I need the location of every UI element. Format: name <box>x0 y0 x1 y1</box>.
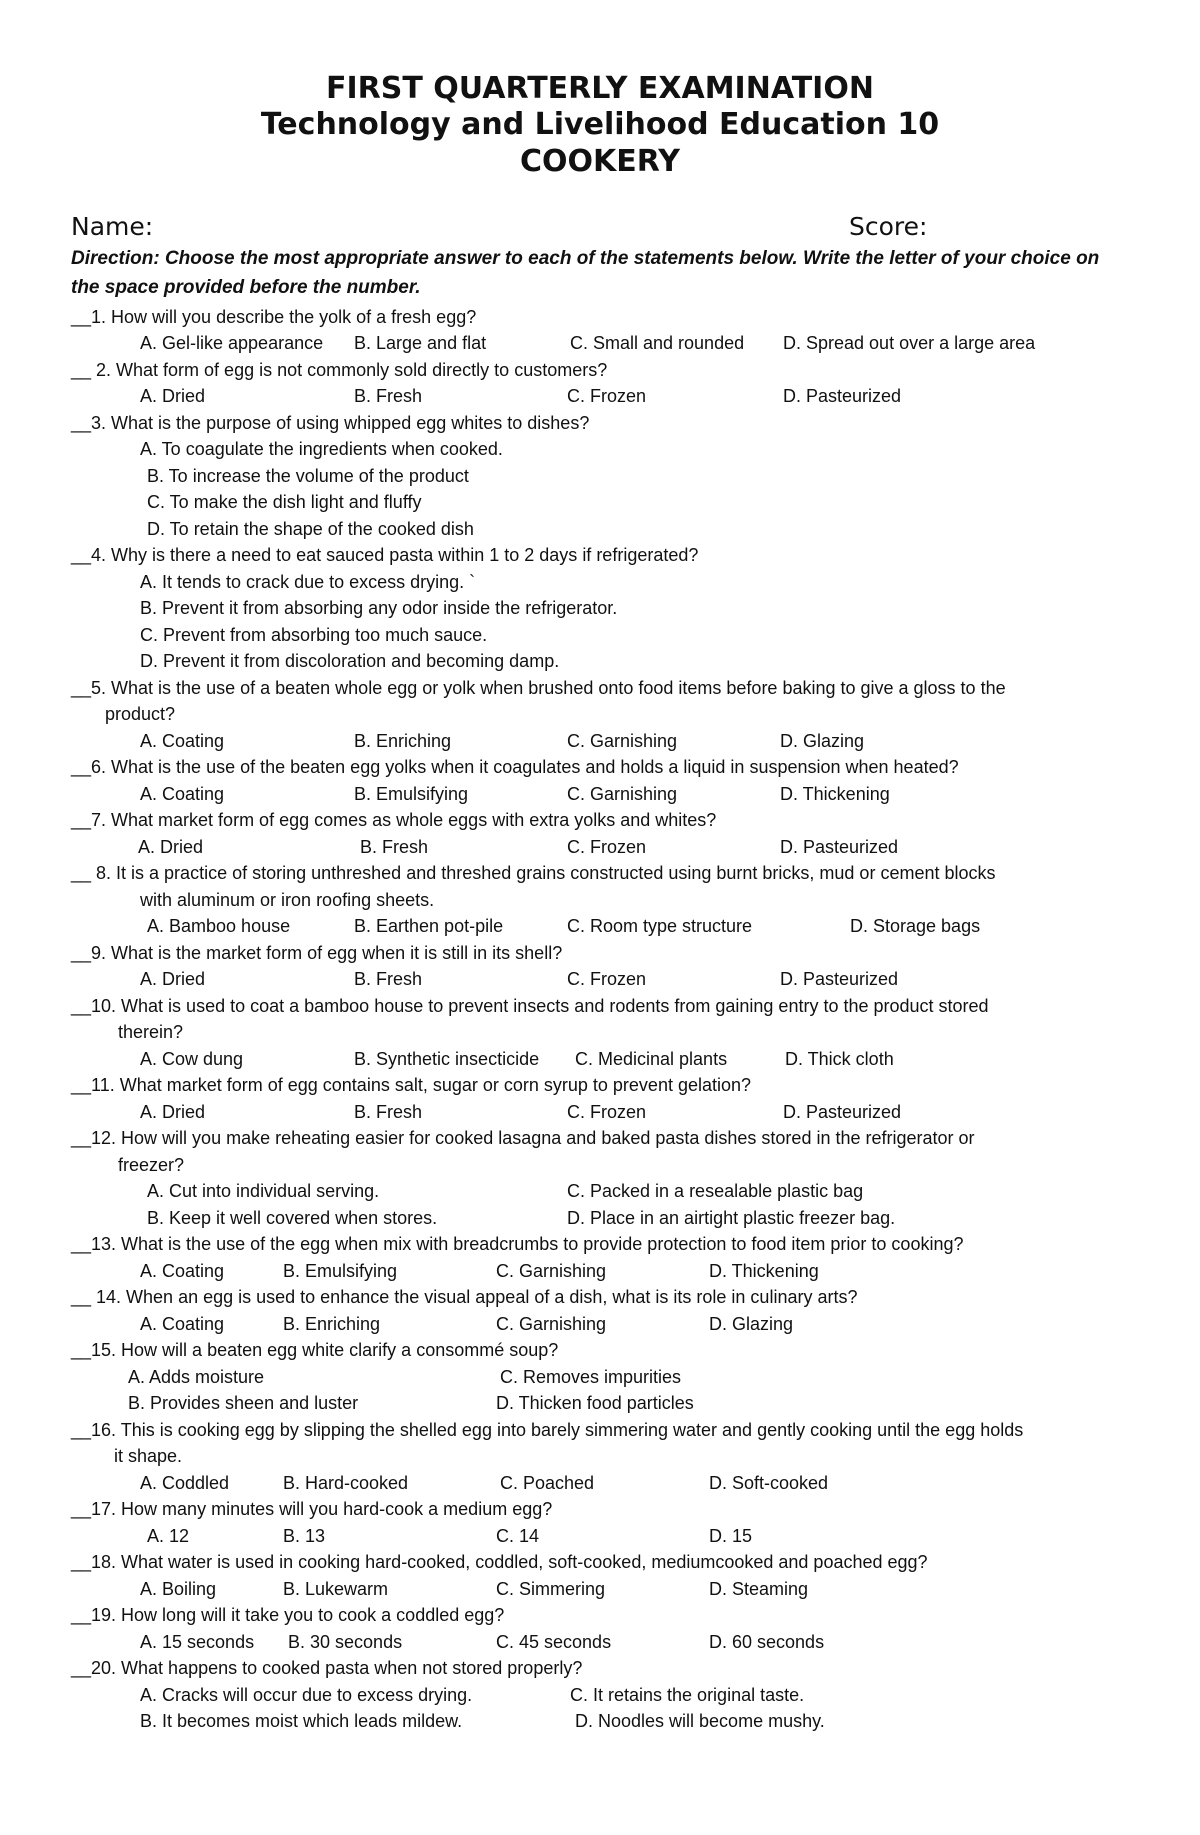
question-12-cont: freezer? <box>118 1155 185 1175</box>
choice-3c: C. To make the dish light and fluffy <box>147 492 422 512</box>
question-11: __11. What market form of egg contains salt, sugar or corn syrup to prevent gelation? <box>71 1075 752 1095</box>
choice-18a: A. Boiling <box>140 1579 217 1599</box>
choice-12a: A. Cut into individual serving. <box>147 1181 380 1201</box>
choice-19b: B. 30 seconds <box>288 1632 403 1652</box>
question-8: __ 8. It is a practice of storing unthreshed and threshed grains constructed using burnt bricks, mud or cement blocks <box>71 863 996 883</box>
choice-12c: C. Packed in a resealable plastic bag <box>567 1181 864 1201</box>
choice-11b: B. Fresh <box>354 1102 423 1122</box>
choice-17d: D. 15 <box>709 1526 753 1546</box>
choice-19a: A. 15 seconds <box>140 1632 255 1652</box>
choice-2b: B. Fresh <box>354 386 423 406</box>
choice-1d: D. Spread out over a large area <box>783 333 1036 353</box>
choice-19d: D. 60 seconds <box>709 1632 825 1652</box>
choice-3a: A. To coagulate the ingredients when cooked. <box>140 439 503 459</box>
choice-1c: C. Small and rounded <box>570 333 745 353</box>
choice-14b: B. Enriching <box>283 1314 381 1334</box>
choice-14c: C. Garnishing <box>496 1314 607 1334</box>
choice-18c: C. Simmering <box>496 1579 606 1599</box>
choice-9d: D. Pasteurized <box>780 969 899 989</box>
choice-7a: A. Dried <box>138 837 204 857</box>
choice-15c: C. Removes impurities <box>500 1367 682 1387</box>
choice-13a: A. Coating <box>140 1261 225 1281</box>
choice-15a: A. Adds moisture <box>128 1367 265 1387</box>
name-label: Name: <box>71 212 154 241</box>
choice-10c: C. Medicinal plants <box>575 1049 728 1069</box>
direction-text: Direction: Choose the most appropriate answer to each of the statements below. Write the letter of your choice on the space provided before the number. <box>71 248 1100 298</box>
exam-title: FIRST QUARTERLY EXAMINATION <box>326 71 874 106</box>
course-title: COOKERY <box>520 144 680 179</box>
choice-2a: A. Dried <box>140 386 206 406</box>
choice-4b: B. Prevent it from absorbing any odor inside the refrigerator. <box>140 598 618 618</box>
choice-16c: C. Poached <box>500 1473 595 1493</box>
choice-1a: A. Gel-like appearance <box>140 333 324 353</box>
question-15: __15. How will a beaten egg white clarify a consommé soup? <box>71 1340 559 1360</box>
choice-16a: A. Coddled <box>140 1473 230 1493</box>
choice-4a: A. It tends to crack due to excess drying. ` <box>140 572 476 592</box>
choice-7c: C. Frozen <box>567 837 647 857</box>
choice-10a: A. Cow dung <box>140 1049 244 1069</box>
choice-15b: B. Provides sheen and luster <box>128 1393 359 1413</box>
choice-4c: C. Prevent from absorbing too much sauce. <box>140 625 488 645</box>
question-12: __12. How will you make reheating easier for cooked lasagna and baked pasta dishes stored in the refrigerator or <box>71 1128 975 1148</box>
choice-8b: B. Earthen pot-pile <box>354 916 504 936</box>
question-3: __3. What is the purpose of using whipped egg whites to dishes? <box>71 413 590 433</box>
question-13: __13. What is the use of the egg when mix with breadcrumbs to provide protection to food item prior to cooking? <box>71 1234 964 1254</box>
choice-12d: D. Place in an airtight plastic freezer bag. <box>567 1208 896 1228</box>
choice-13c: C. Garnishing <box>496 1261 607 1281</box>
choice-3b: B. To increase the volume of the product <box>147 466 469 486</box>
question-10-cont: therein? <box>118 1022 184 1042</box>
choice-9c: C. Frozen <box>567 969 647 989</box>
choice-3d: D. To retain the shape of the cooked dish <box>147 519 474 539</box>
choice-13d: D. Thickening <box>709 1261 819 1281</box>
choice-10d: D. Thick cloth <box>785 1049 894 1069</box>
choice-16d: D. Soft-cooked <box>709 1473 829 1493</box>
question-2: __ 2. What form of egg is not commonly sold directly to customers? <box>71 360 608 380</box>
score-label: Score: <box>849 212 928 241</box>
question-1: __1. How will you describe the yolk of a fresh egg? <box>71 307 477 327</box>
choice-10b: B. Synthetic insecticide <box>354 1049 540 1069</box>
choice-15d: D. Thicken food particles <box>496 1393 694 1413</box>
question-20: __20. What happens to cooked pasta when not stored properly? <box>71 1658 583 1678</box>
choice-13b: B. Emulsifying <box>283 1261 398 1281</box>
choice-17a: A. 12 <box>147 1526 190 1546</box>
choice-12b: B. Keep it well covered when stores. <box>147 1208 438 1228</box>
choice-6d: D. Thickening <box>780 784 890 804</box>
choice-11c: C. Frozen <box>567 1102 647 1122</box>
question-10: __10. What is used to coat a bamboo house to prevent insects and rodents from gaining entry to the product stored <box>71 996 989 1016</box>
choice-4d: D. Prevent it from discoloration and becoming damp. <box>140 651 560 671</box>
choice-8d: D. Storage bags <box>850 916 981 936</box>
choice-20c: C. It retains the original taste. <box>570 1685 805 1705</box>
choice-18b: B. Lukewarm <box>283 1579 389 1599</box>
question-19: __19. How long will it take you to cook a coddled egg? <box>71 1605 505 1625</box>
choice-5a: A. Coating <box>140 731 225 751</box>
choice-2c: C. Frozen <box>567 386 647 406</box>
choice-5d: D. Glazing <box>780 731 865 751</box>
question-17: __17. How many minutes will you hard-cook a medium egg? <box>71 1499 553 1519</box>
choice-5c: C. Garnishing <box>567 731 678 751</box>
choice-7d: D. Pasteurized <box>780 837 899 857</box>
question-7: __7. What market form of egg comes as whole eggs with extra yolks and whites? <box>71 810 717 830</box>
question-16: __16. This is cooking egg by slipping the shelled egg into barely simmering water and gently cooking until the egg holds <box>71 1420 1024 1440</box>
choice-7b: B. Fresh <box>360 837 429 857</box>
choice-19c: C. 45 seconds <box>496 1632 612 1652</box>
question-16-cont: it shape. <box>114 1446 183 1466</box>
choice-1b: B. Large and flat <box>354 333 487 353</box>
choice-6c: C. Garnishing <box>567 784 678 804</box>
choice-11a: A. Dried <box>140 1102 206 1122</box>
choice-17b: B. 13 <box>283 1526 326 1546</box>
question-14: __ 14. When an egg is used to enhance the visual appeal of a dish, what is its role in culinary arts? <box>71 1287 858 1307</box>
choice-6a: A. Coating <box>140 784 225 804</box>
choice-11d: D. Pasteurized <box>783 1102 902 1122</box>
choice-9b: B. Fresh <box>354 969 423 989</box>
choice-9a: A. Dried <box>140 969 206 989</box>
choice-6b: B. Emulsifying <box>354 784 469 804</box>
question-18: __18. What water is used in cooking hard-cooked, coddled, soft-cooked, mediumcooked and poached egg? <box>71 1552 928 1572</box>
question-4: __4. Why is there a need to eat sauced pasta within 1 to 2 days if refrigerated? <box>71 545 699 565</box>
question-5: __5. What is the use of a beaten whole egg or yolk when brushed onto food items before baking to give a gloss to the <box>71 678 1006 698</box>
choice-20a: A. Cracks will occur due to excess drying. <box>140 1685 473 1705</box>
choice-16b: B. Hard-cooked <box>283 1473 409 1493</box>
subject-title: Technology and Livelihood Education 10 <box>260 107 940 142</box>
choice-8a: A. Bamboo house <box>147 916 291 936</box>
choice-14a: A. Coating <box>140 1314 225 1334</box>
choice-2d: D. Pasteurized <box>783 386 902 406</box>
choice-20d: D. Noodles will become mushy. <box>575 1711 825 1731</box>
choice-14d: D. Glazing <box>709 1314 794 1334</box>
question-9: __9. What is the market form of egg when it is still in its shell? <box>71 943 563 963</box>
choice-5b: B. Enriching <box>354 731 452 751</box>
question-8-cont: with aluminum or iron roofing sheets. <box>140 890 435 910</box>
choice-8c: C. Room type structure <box>567 916 753 936</box>
choice-18d: D. Steaming <box>709 1579 809 1599</box>
question-5-cont: product? <box>105 704 176 724</box>
question-6: __6. What is the use of the beaten egg yolks when it coagulates and holds a liquid in suspension when heated? <box>71 757 959 777</box>
choice-20b: B. It becomes moist which leads mildew. <box>140 1711 463 1731</box>
choice-17c: C. 14 <box>496 1526 540 1546</box>
